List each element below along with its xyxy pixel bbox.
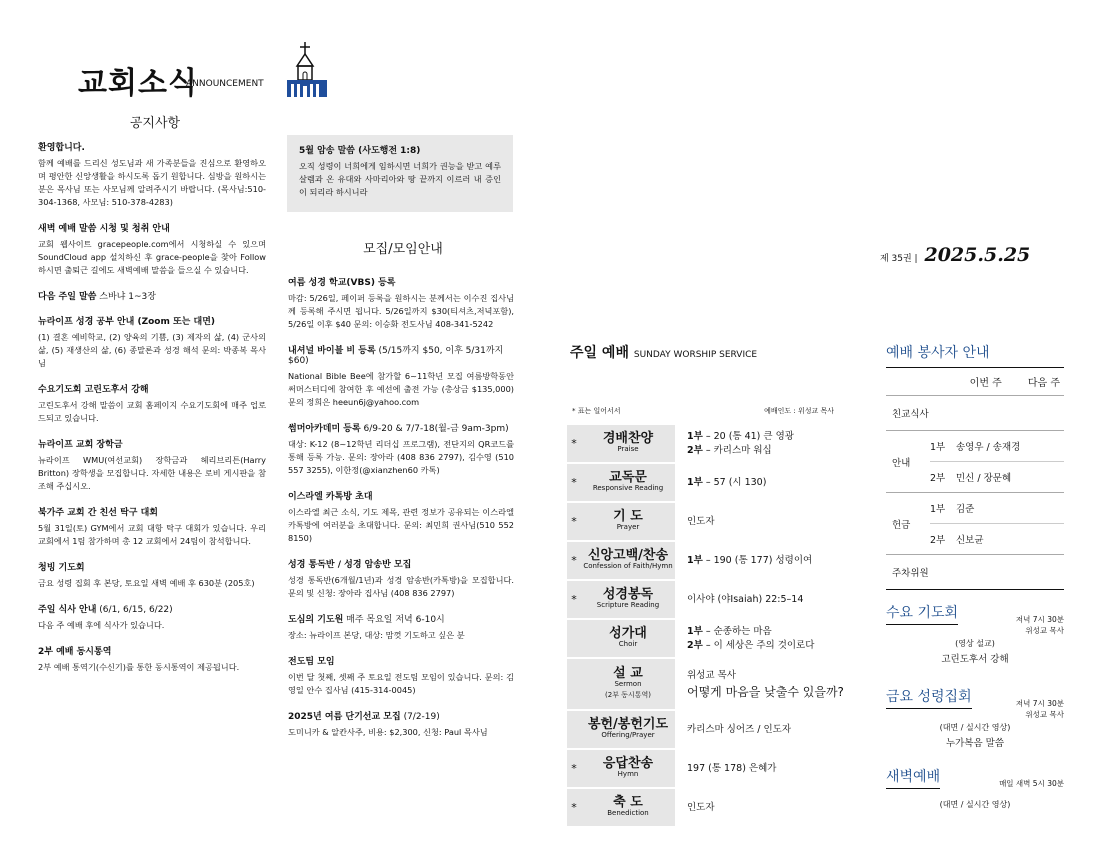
notice-body: 고린도후서 강해 말씀이 교회 홈페이지 수요기도회에 매주 업로드되고 있습니다. [38, 400, 266, 423]
service-item-value: 카리스마 싱어즈 / 인도자 [687, 723, 792, 735]
stand-note: * 표는 일어서서 [572, 407, 621, 415]
notice-item [38, 644, 266, 674]
recruit-item [288, 489, 514, 545]
notice-item [38, 437, 266, 493]
service-item-en: Confession of Faith/Hymn [583, 561, 673, 570]
notice-body: 금요 성령 집회 후 본당, 토요일 새벽 예배 후 630분 (205호) [38, 578, 255, 588]
issue-date: 2025.5.25 [924, 244, 1031, 266]
leader-note: 예배인도 : 위성교 목사 [764, 407, 834, 415]
verse-body: 오직 성령이 너희에게 임하시면 너희가 권능을 받고 예루살렘과 온 유대와 사마리아와 땅 끝까지 이르러 내 증인이 되리라 하시니라 [299, 161, 501, 197]
service-item-ko: 설 교 [613, 665, 643, 681]
recruit-item [288, 709, 514, 739]
service-item-en: Benediction [607, 808, 649, 817]
notice-title: 환영합니다. [38, 143, 85, 153]
meeting-note: (영상 설교) [955, 639, 995, 648]
servers-title: 예배 봉사자 안내 [886, 345, 990, 361]
guide-group [886, 431, 1064, 493]
notice-title: 북가주 교회 간 친선 탁구 대회 [38, 508, 158, 518]
stand-marker: * [571, 801, 577, 814]
meeting-leader: 위성교 목사 [1025, 710, 1064, 719]
service-row [567, 750, 867, 787]
meeting-desc: 누가복음 말씀 [945, 738, 1005, 749]
service-item-value: 인도자 [687, 515, 715, 527]
recruit-item [288, 275, 514, 331]
recruit-heading: 모집/모임안내 [363, 242, 443, 257]
service-item-ko: 축 도 [613, 794, 643, 810]
service-item-name [567, 711, 675, 748]
service-item-value: 위성교 목사 어떻게 마음을 낮출수 있을까? [687, 670, 844, 699]
offering-row: 2부 신보균 [930, 535, 984, 546]
service-item-name [567, 425, 675, 462]
recruit-body: 성경 통독반(6개월/1년)과 성경 암송반(카톡방)을 모집합니다. 문의 및 신청: 장아라 집사님 (408 836 2797) [288, 575, 514, 598]
page-subtitle: ANNOUNCEMENT [186, 79, 264, 89]
meeting-wednesday [886, 602, 1064, 665]
recruit-title: 이스라엘 카톡방 초대 [288, 492, 373, 502]
notice-item [38, 140, 266, 209]
service-item-value: 인도자 [687, 801, 715, 813]
stand-marker: * [571, 437, 577, 450]
guide-row: 2부 민신 / 장문혜 [930, 473, 1012, 484]
notice-title: 새벽 예배 말씀 시청 및 청취 안내 [38, 224, 170, 234]
notice-item [38, 289, 266, 302]
service-item-ko: 교독문 [609, 469, 647, 485]
stand-marker: * [571, 515, 577, 528]
issue-info [880, 244, 1030, 266]
servers-table [886, 367, 1064, 590]
notice-title: 수요기도회 고린도후서 강해 [38, 385, 149, 395]
recruit-inline: (5/15까지 $50, 이후 5/31까지 $60) [288, 346, 504, 366]
notice-item [38, 560, 266, 590]
recruit-body: 대상: K-12 (8~12학년 리더십 프로그램), 전단지의 QR코드를 통해 등록 가능. 문의: 장아라 (408 836 2797), 김수영 (510 557 3255), 이한정(@xianzhen60 카톡) [288, 439, 514, 475]
col-this-week: 이번 주 [969, 378, 1002, 389]
recruit-inline: (7/2-19) [400, 712, 440, 722]
recruit-item [288, 343, 514, 409]
servers-header [886, 368, 1064, 396]
notice-inline: (6/1, 6/15, 6/22) [96, 605, 173, 615]
stand-marker: * [571, 762, 577, 775]
recruit-column [288, 275, 514, 751]
service-order [567, 425, 867, 828]
service-item-ko: 경배찬양 [602, 430, 654, 446]
col-next-week: 다음 주 [1027, 378, 1060, 389]
service-item-en: Offering/Prayer [601, 730, 655, 739]
notice-body: 뉴라이프 WMU(여선교회) 장학금과 헤리브리튼(Harry Britton) 장학생을 모집합니다. 자세한 내용은 로비 게시판을 참조해 주십시오. [38, 455, 266, 491]
meeting-desc: 고린도후서 강해 [941, 654, 1009, 665]
service-notes [572, 406, 834, 416]
service-title-en: SUNDAY WORSHIP SERVICE [633, 350, 758, 360]
recruit-title: 전도팀 모임 [288, 657, 335, 667]
service-item-name [567, 503, 675, 540]
service-item-en: Prayer [616, 522, 640, 531]
service-row [567, 542, 867, 579]
recruit-body: 장소: 뉴라이프 본당, 대상: 맘껏 기도하고 싶은 분 [288, 630, 465, 640]
meeting-dawn [886, 766, 1064, 810]
service-row [567, 425, 867, 462]
service-item-en: Praise [617, 444, 639, 453]
notice-body: 함께 예배를 드리신 성도님과 새 가족분들을 진심으로 환영하오며 평안한 신앙생활을 하시도록 돕기 원합니다. 심방을 원하시는 분은 목사님 또는 사모님께 알려주시기 바랍니다. (목사님:510-304-1368, 사모님: 510-378-4283) [38, 158, 266, 207]
service-row [567, 503, 867, 540]
recruit-title: 2025년 여름 단기선교 모집 (7/2-19) [288, 712, 440, 722]
recruit-inline: 매주 목요일 저녁 6-10시 [343, 615, 445, 625]
service-row [567, 711, 867, 748]
service-item-name [567, 620, 675, 657]
notice-title: 다음 주일 말씀 스바냐 1~3장 [38, 292, 156, 302]
recruit-body: 이번 달 첫째, 셋째 주 토요일 전도팀 모임이 있습니다. 문의: 김영일 안수 집사님 (415-314-0045) [288, 672, 514, 695]
service-item-value: 1부 – 57 (시 130) [687, 476, 767, 488]
meeting-title: 새벽예배 [886, 766, 940, 789]
service-item-extra: (2부 동시통역) [605, 690, 651, 699]
recruit-title: 썸머아카데미 등록 6/9-20 & 7/7-18(월-금 9am-3pm) [288, 424, 509, 434]
notice-body: 2부 예배 통역기(수신기)를 통한 동시통역이 제공됩니다. [38, 662, 240, 672]
meeting-note: (대면 / 실시간 영상) [939, 723, 1011, 732]
recruit-item [288, 654, 514, 697]
service-item-en: Sermon [614, 679, 642, 688]
recruit-title: 내셔널 바이블 비 등록 (5/15까지 $50, 이후 5/31까지 $60) [288, 346, 504, 366]
memory-verse-box [287, 135, 513, 212]
notice-body: 교회 웹사이트 gracepeople.com에서 시청하실 수 있으며 SoundCloud app 설치하신 후 grace-people을 찾아 Follow 하시면 출퇴근 길에도 새벽예배 말씀을 들으실 수 있습니다. [38, 239, 266, 275]
notice-item [38, 505, 266, 548]
recruit-inline: 6/9-20 & 7/7-18(월-금 9am-3pm) [360, 424, 509, 434]
service-item-ko: 성가대 [609, 625, 647, 641]
recruit-body: National Bible Bee에 참가할 6~11학년 모집 여름방학동안 써머스터디에 참여한 후 예선에 출전 가능 (총상금 $135,000) 문의 정희은 heeun6j@yahoo.com [288, 371, 514, 407]
guide-row: 1부 송영우 / 송재경 [930, 431, 1064, 462]
stand-marker: * [571, 476, 577, 489]
recruit-title: 도심의 기도원 매주 목요일 저녁 6-10시 [288, 615, 445, 625]
notice-inline: 스바냐 1~3장 [96, 292, 156, 302]
recruit-item [288, 421, 514, 477]
service-item-en: Choir [618, 639, 638, 648]
notice-title: 뉴라이프 성경 공부 안내 (Zoom 또는 대면) [38, 317, 216, 327]
issue-label: 제 35권 | [880, 254, 918, 264]
offering-row: 1부 김준 [930, 493, 1064, 524]
service-item-en: Hymn [617, 769, 639, 778]
meeting-time: 매일 새벽 5시 30분 [999, 779, 1064, 788]
page-title: 교회소식 [78, 66, 198, 101]
notices-column [38, 140, 266, 686]
recruit-title: 여름 성경 학교(VBS) 등록 [288, 278, 396, 288]
service-item-name [567, 750, 675, 787]
notice-body: 5월 31일(토) GYM에서 교회 대항 탁구 대회가 있습니다. 우리 교회에서 1팀 참가하며 총 12 교회에서 24팀이 참석합니다. [38, 523, 266, 546]
service-item-name [567, 542, 675, 579]
stand-marker: * [571, 554, 577, 567]
service-item-value: 1부 – 190 (통 177) 성령이여 [687, 554, 813, 566]
notice-body: (1) 결혼 예비학교, (2) 양육의 기쁨, (3) 제자의 삶, (4) 군사의 삶, (5) 재생산의 삶, (6) 종말론과 성경 해석 문의: 박종복 목사님 [38, 332, 266, 368]
service-item-name [567, 464, 675, 501]
service-item-ko: 응답찬송 [602, 755, 654, 771]
meeting-title: 수요 기도회 [886, 602, 958, 625]
service-item-value: 197 (통 178) 은혜가 [687, 762, 777, 774]
notice-title: 뉴라이프 교회 장학금 [38, 440, 123, 450]
recruit-body: 도미니카 & 알칸사주, 비용: $2,300, 신청: Paul 목사님 [288, 727, 488, 737]
offering-label: 헌금 [892, 519, 911, 531]
notice-item [38, 314, 266, 370]
service-item-ko: 신앙고백/찬송 [587, 547, 669, 563]
stand-marker: * [571, 593, 577, 606]
meeting-time: 저녁 7시 30분 [1015, 699, 1064, 708]
service-item-en: Scripture Reading [596, 600, 660, 609]
meeting-leader: 위성교 목사 [1025, 626, 1064, 635]
notice-item [38, 221, 266, 277]
service-item-name [567, 789, 675, 826]
notice-item [38, 602, 266, 632]
recruit-item [288, 612, 514, 642]
meeting-note: (대면 / 실시간 영상) [939, 800, 1011, 809]
recruit-item [288, 557, 514, 600]
service-row [567, 620, 867, 657]
notice-title: 주일 식사 안내 (6/1, 6/15, 6/22) [38, 605, 173, 615]
parking-row: 주차위원 [892, 568, 929, 579]
notice-title: 청빙 기도회 [38, 563, 85, 573]
meeting-title: 금요 성령집회 [886, 686, 972, 709]
service-item-ko: 성경봉독 [602, 586, 654, 602]
notices-heading: 공지사항 [129, 116, 181, 131]
service-item-ko: 기 도 [613, 508, 643, 524]
service-row [567, 464, 867, 501]
service-row [567, 789, 867, 826]
verse-title: 5월 암송 말씀 (사도행전 1:8) [299, 146, 421, 156]
service-item-ko: 봉헌/봉헌기도 [587, 716, 669, 732]
notice-title: 2부 예배 동시통역 [38, 647, 112, 657]
service-item-name [567, 581, 675, 618]
recruit-body: 마감: 5/26일, 페이퍼 등록을 원하시는 분께서는 이수진 집사님께 등록해 주시면 됩니다. 5/26일까지 $30(티셔츠,저녁포함), 5/26일 이후 $40 문의: 이승화 전도사님 408-341-5242 [288, 293, 514, 329]
service-row [567, 659, 867, 709]
meeting-time: 저녁 7시 30분 [1015, 615, 1064, 624]
meeting-friday [886, 686, 1064, 749]
offering-group [886, 493, 1064, 555]
guide-label: 안내 [892, 457, 911, 469]
fellowship-row: 친교식사 [886, 396, 1064, 431]
church-icon [283, 42, 331, 98]
notice-item [38, 382, 266, 425]
service-title-ko: 주일 예배 [570, 345, 629, 361]
service-item-value: 1부 – 20 (통 41) 큰 영광 2부 – 카리스마 워십 [687, 430, 794, 456]
service-item-name [567, 659, 675, 709]
service-row [567, 581, 867, 618]
service-item-en: Responsive Reading [592, 483, 664, 492]
service-item-value: 이사야 (야Isaiah) 22:5–14 [687, 593, 804, 605]
service-title [570, 342, 757, 362]
recruit-body: 이스라엘 최근 소식, 기도 제목, 관련 정보가 공유되는 이스라엘 카톡방에 여러분을 초대합니다. 문의: 최민희 권사님(510 552 8150) [288, 507, 514, 543]
notice-body: 다음 주 예배 후에 식사가 있습니다. [38, 620, 165, 630]
service-item-value: 1부 – 순종하는 마음 2부 – 이 세상은 주의 것이로다 [687, 625, 815, 651]
recruit-title: 성경 통독반 / 성경 암송반 모집 [288, 560, 412, 570]
